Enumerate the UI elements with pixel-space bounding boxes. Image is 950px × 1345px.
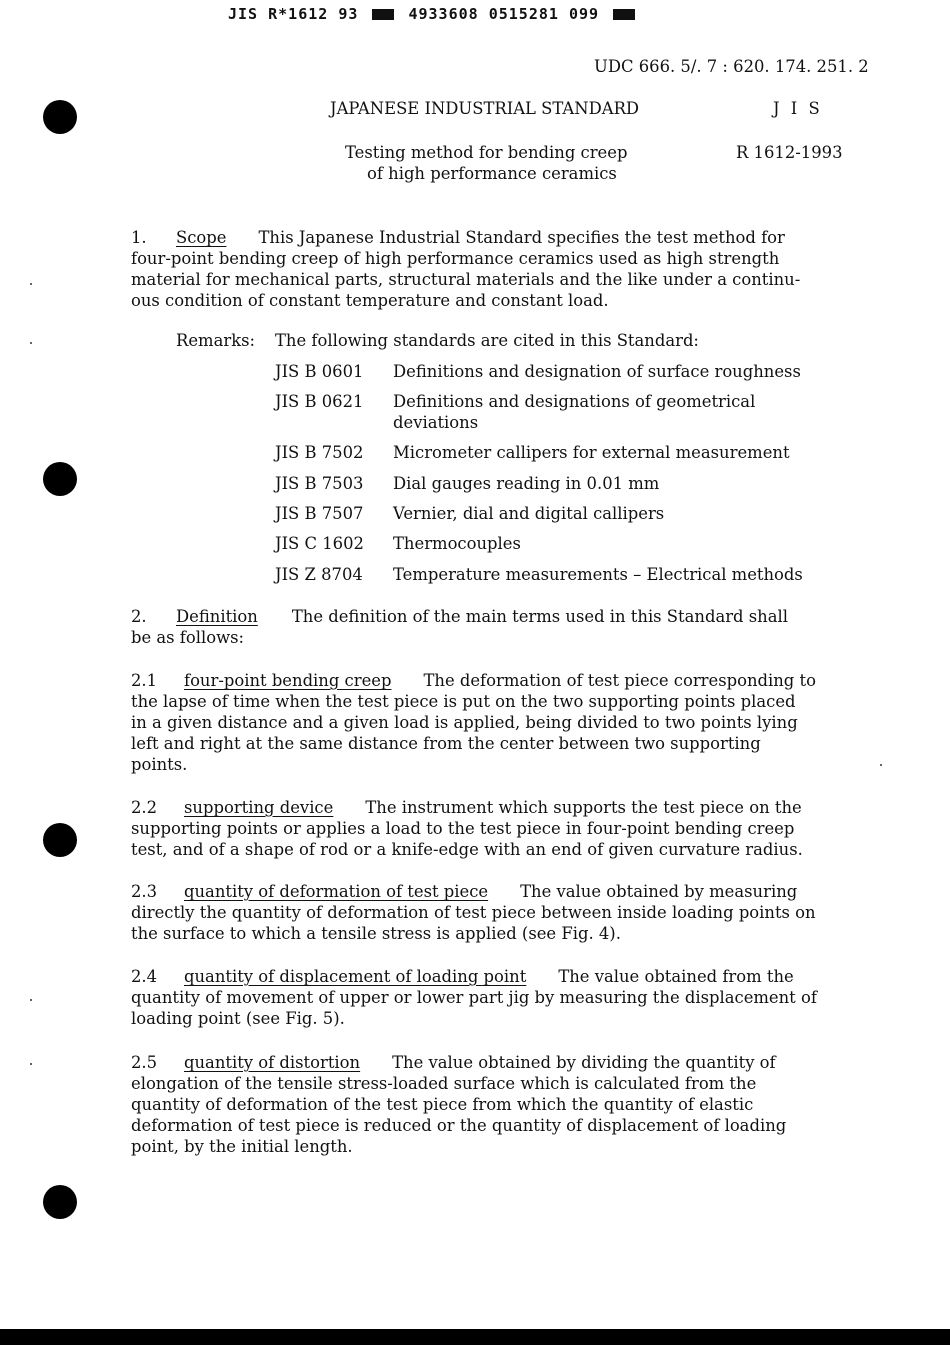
item-text-line: The value obtained by measuring [520,882,798,901]
item-number: 2.2 [131,798,158,817]
standard-number: R 1612-1993 [736,143,843,162]
reference-description: Micrometer callipers for external measurement [393,443,790,462]
item-text-line: The deformation of test piece corresponding to [423,671,816,690]
reference-description: Dial gauges reading in 0.01 mm [393,474,660,493]
reference-row [275,391,793,433]
remarks-intro: The following standards are cited in this Standard: [275,331,699,350]
item-text-line: directly the quantity of deformation of test piece between inside loading points on [131,903,816,922]
scan-speck [30,342,32,344]
reference-description: Vernier, dial and digital callipers [393,504,665,523]
reference-code: JIS B 7507 [275,504,364,523]
item-text-line: The instrument which supports the test piece on the [365,798,802,817]
item-text-line: point, by the initial length. [131,1137,353,1156]
item-term: quantity of displacement of loading point [184,967,527,986]
reference-row [275,442,838,463]
section-heading: Definition [176,607,258,626]
definition-item [131,797,859,860]
ocr-block-mark [372,9,394,20]
reference-code: JIS B 0601 [275,362,364,381]
item-text-line: elongation of the tensile stress-loaded surface which is calculated from the [131,1074,757,1093]
section-heading: Scope [176,228,227,247]
scan-speck [30,1063,32,1065]
item-text-line: supporting points or applies a load to the test piece in four-point bending creep [131,819,795,838]
item-text-line: loading point (see Fig. 5). [131,1009,345,1028]
remarks-label: Remarks: [176,331,256,350]
section-scope [131,227,859,311]
item-text-line: test, and of a shape of rod or a knife-edge with an end of given curvature radius. [131,840,803,859]
scan-speck [30,999,32,1001]
scope-text-line: ous condition of constant temperature and constant load. [131,291,609,310]
section-number: 1. [131,228,147,247]
definition-item [131,881,859,944]
section-definition [131,606,859,648]
document-title-line2: of high performance ceramics [367,164,617,183]
item-term: supporting device [184,798,334,817]
reference-row [275,533,838,554]
item-text-line: quantity of movement of upper or lower part jig by measuring the displacement of [131,988,817,1007]
item-text-line: quantity of deformation of the test piece from which the quantity of elastic [131,1095,754,1114]
reference-code: JIS Z 8704 [275,565,363,584]
reference-row [275,503,838,524]
document-title-line1: Testing method for bending creep [345,143,628,162]
reference-description: Thermocouples [393,534,521,553]
item-term: quantity of distortion [184,1053,361,1072]
ocr-code-line [228,5,639,23]
standard-label: JAPANESE INDUSTRIAL STANDARD [330,99,640,118]
reference-row [275,361,838,382]
item-text-line: deformation of test piece is reduced or the quantity of displacement of loading [131,1116,787,1135]
item-term: four-point bending creep [184,671,392,690]
definition-text-line: be as follows: [131,628,245,647]
reference-description: Temperature measurements – Electrical methods [393,565,803,584]
reference-code: JIS B 7502 [275,443,364,462]
scan-speck [880,764,882,766]
item-number: 2.3 [131,882,158,901]
definition-item [131,670,859,775]
udc-code: UDC 666. 5/. 7 : 620. 174. 251. 2 [594,57,869,76]
section-number: 2. [131,607,147,626]
item-text-line: The value obtained from the [558,967,794,986]
definition-item [131,966,859,1029]
scan-bottom-border [0,1329,950,1345]
reference-row [275,473,838,494]
punch-hole [43,462,77,496]
item-text-line: in a given distance and a given load is applied, being divided to two points lying [131,713,798,732]
ocr-code-part2: 4933608 0515281 099 [408,5,600,23]
reference-row [275,564,838,585]
reference-description: Definitions and designations of geometrical deviations [393,392,756,432]
definition-item [131,1052,859,1157]
punch-hole [43,1185,77,1219]
item-number: 2.1 [131,671,158,690]
punch-hole [43,100,77,134]
item-text-line: the surface to which a tensile stress is applied (see Fig. 4). [131,924,621,943]
item-number: 2.5 [131,1053,158,1072]
jis-mark: J I S [773,99,823,118]
scope-text-line: This Japanese Industrial Standard specifies the test method for [258,228,785,247]
reference-code: JIS C 1602 [275,534,364,553]
reference-code: JIS B 0621 [275,392,364,411]
scope-text-line: material for mechanical parts, structural materials and the like under a continu- [131,270,801,289]
ocr-block-mark [613,9,635,20]
item-text-line: The value obtained by dividing the quantity of [392,1053,776,1072]
punch-hole [43,823,77,857]
item-text-line: left and right at the same distance from the center between two supporting [131,734,761,753]
reference-description: Definitions and designation of surface roughness [393,362,801,381]
scan-speck [30,283,32,285]
item-text-line: the lapse of time when the test piece is put on the two supporting points placed [131,692,796,711]
item-term: quantity of deformation of test piece [184,882,489,901]
ocr-code-part1: JIS R*1612 93 [228,5,359,23]
item-number: 2.4 [131,967,158,986]
reference-code: JIS B 7503 [275,474,364,493]
scope-text-line: four-point bending creep of high performance ceramics used as high strength [131,249,780,268]
item-text-line: points. [131,755,188,774]
definition-text-line: The definition of the main terms used in this Standard shall [291,607,788,626]
